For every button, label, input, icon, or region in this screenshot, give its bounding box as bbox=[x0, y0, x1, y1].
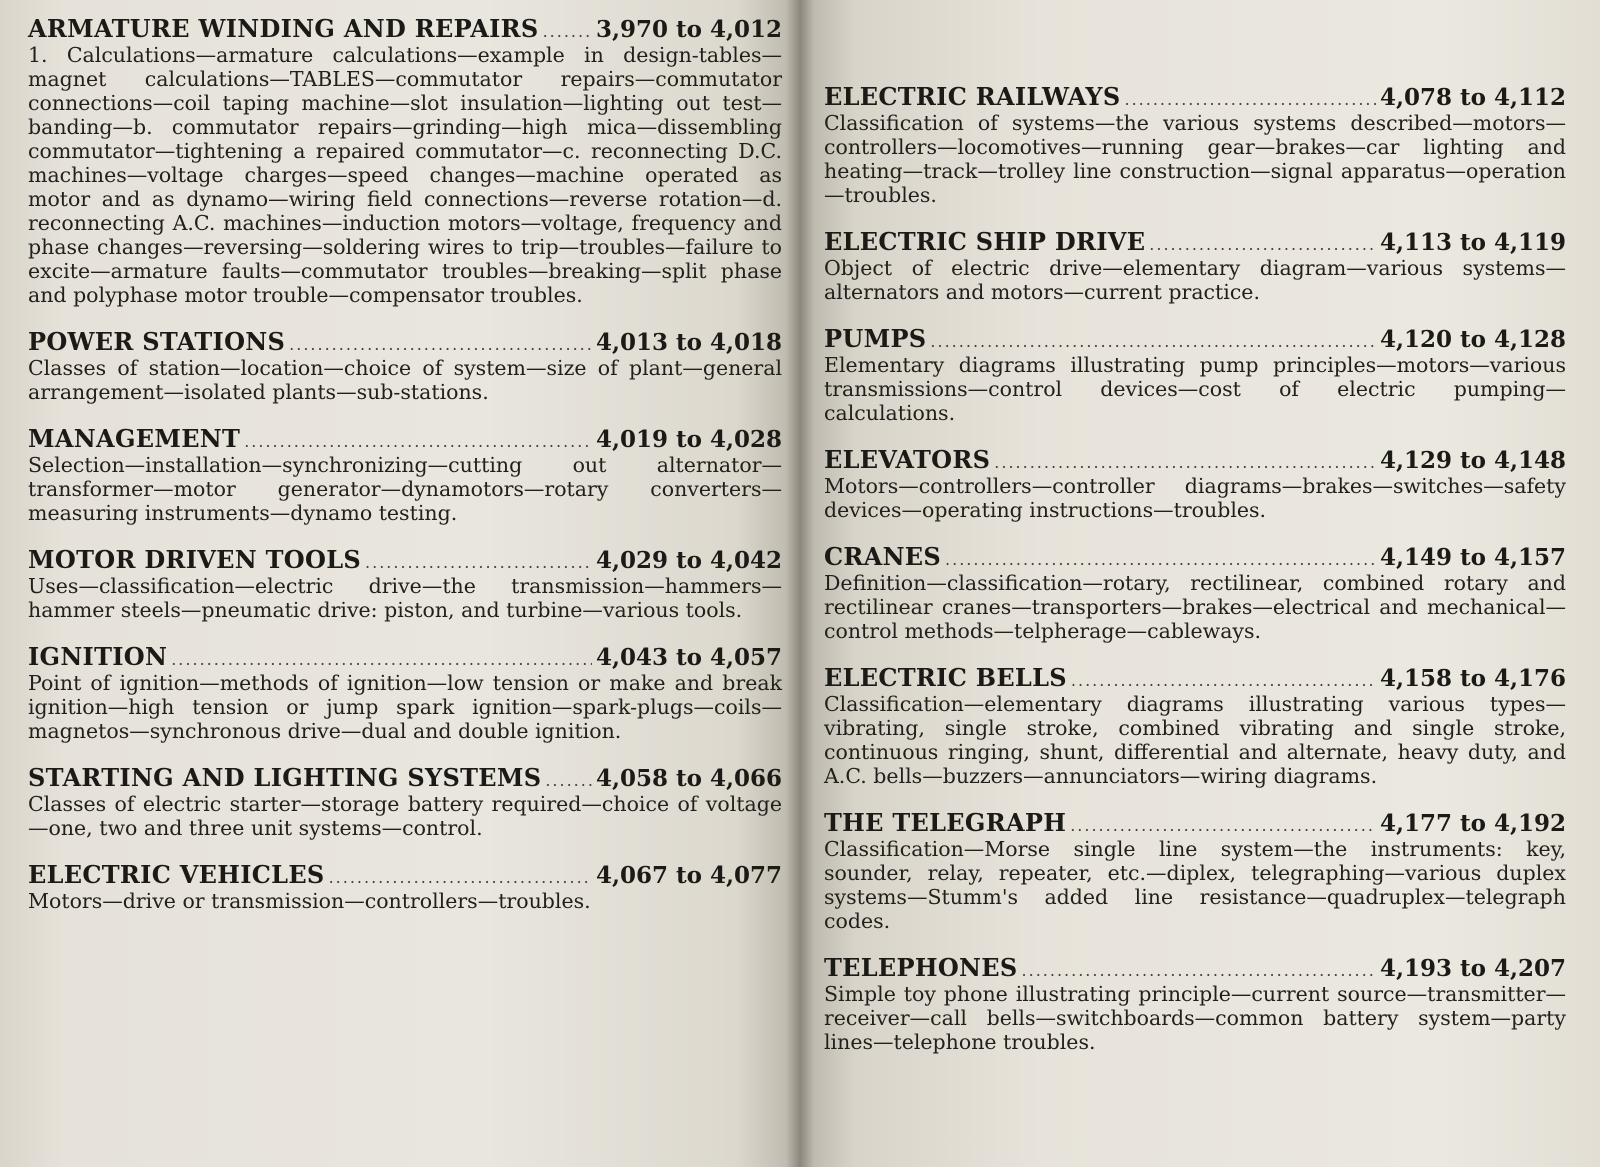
entry-heading-row bbox=[28, 14, 782, 43]
entry-heading: PUMPS bbox=[824, 324, 927, 353]
entry-description: Classes of electric starter—storage battery required—choice of voltage—one, two and three unit systems—control. bbox=[28, 792, 782, 840]
toc-entry-electric-vehicles bbox=[28, 860, 782, 913]
toc-entry-management bbox=[28, 424, 782, 525]
entry-heading: STARTING AND LIGHTING SYSTEMS bbox=[28, 763, 542, 792]
leader-dots bbox=[543, 22, 592, 41]
entry-description: Motors—drive or transmission—controllers—troubles. bbox=[28, 889, 591, 913]
toc-entry-motor-driven-tools bbox=[28, 545, 782, 622]
entry-page-range: 4,113 to 4,119 bbox=[1379, 229, 1566, 256]
leader-dots bbox=[1022, 961, 1376, 980]
leader-dots bbox=[289, 335, 592, 354]
leader-dots bbox=[1125, 90, 1376, 109]
leader-dots bbox=[365, 553, 592, 572]
entry-page-range: 4,029 to 4,042 bbox=[595, 547, 782, 574]
toc-entry-armature-winding bbox=[28, 14, 782, 307]
entry-page-range: 4,120 to 4,128 bbox=[1379, 326, 1566, 353]
entry-page-range: 4,013 to 4,018 bbox=[595, 329, 782, 356]
leader-dots bbox=[1070, 816, 1376, 835]
entry-page-range: 4,193 to 4,207 bbox=[1379, 955, 1566, 982]
entry-heading: ELEVATORS bbox=[824, 445, 991, 474]
entry-heading-row bbox=[824, 324, 1566, 353]
entry-heading-row bbox=[824, 227, 1566, 256]
toc-entry-telephones bbox=[824, 953, 1566, 1054]
entry-heading-row bbox=[28, 642, 782, 671]
entry-heading: CRANES bbox=[824, 542, 942, 571]
entry-description: Object of electric drive—elementary diagram—various systems—alternators and motors—current practice. bbox=[824, 256, 1566, 304]
entry-heading: TELEPHONES bbox=[824, 953, 1018, 982]
entry-description: Classification of systems—the various systems described—motors—controllers—locomotives—running gear—brakes—car lighting and heating—track—trolley line construction—signal apparatus—operation—troubles. bbox=[824, 111, 1566, 207]
leader-dots bbox=[1149, 235, 1376, 254]
entry-heading: MOTOR DRIVEN TOOLS bbox=[28, 545, 362, 574]
leader-dots bbox=[545, 771, 592, 790]
entry-heading-row bbox=[824, 663, 1566, 692]
entry-heading: THE TELEGRAPH bbox=[824, 808, 1067, 837]
entry-description: Definition—classification—rotary, rectilinear, combined rotary and rectilinear cranes—transporters—brakes—electrical and mechanical—control methods—telpherage—cableways. bbox=[824, 571, 1566, 643]
entry-description: Simple toy phone illustrating principle—current source—transmitter—receiver—call bells—switchboards—common battery system—party lines—telephone troubles. bbox=[824, 982, 1566, 1054]
entry-description: Uses—classification—electric drive—the transmission—hammers—hammer steels—pneumatic drive: piston, and turbine—various tools. bbox=[28, 574, 782, 622]
entry-description: Point of ignition—methods of ignition—low tension or make and break ignition—high tension or jump spark ignition—spark-plugs—coils—magnetos—synchronous drive—dual and double ignition. bbox=[28, 671, 782, 743]
toc-entry-electric-railways bbox=[824, 82, 1566, 207]
entry-description: Selection—installation—synchronizing—cutting out alternator—transformer—motor generator—dynamotors—rotary converters—measuring instruments—dynamo testing. bbox=[28, 453, 782, 525]
entry-page-range: 4,078 to 4,112 bbox=[1379, 84, 1566, 111]
entry-heading: ELECTRIC SHIP DRIVE bbox=[824, 227, 1146, 256]
entry-page-range: 4,043 to 4,057 bbox=[595, 644, 782, 671]
entry-heading-row bbox=[28, 860, 782, 889]
entry-page-range: 4,177 to 4,192 bbox=[1379, 810, 1566, 837]
entry-heading: MANAGEMENT bbox=[28, 424, 241, 453]
toc-entry-cranes bbox=[824, 542, 1566, 643]
entry-description: Classes of station—location—choice of system—size of plant—general arrangement—isolated plants—sub-stations. bbox=[28, 356, 782, 404]
right-page bbox=[800, 0, 1600, 1167]
entry-heading-row bbox=[824, 542, 1566, 571]
entry-heading-row bbox=[28, 545, 782, 574]
entry-page-range: 4,067 to 4,077 bbox=[595, 862, 782, 889]
entry-heading-row bbox=[824, 445, 1566, 474]
entry-description: Elementary diagrams illustrating pump principles—motors—various transmissions—control devices—cost of electric pumping—calculations. bbox=[824, 353, 1566, 425]
toc-entry-starting-lighting bbox=[28, 763, 782, 840]
toc-entry-telegraph bbox=[824, 808, 1566, 933]
leader-dots bbox=[171, 650, 592, 669]
leader-dots bbox=[329, 868, 592, 887]
entry-description: Classification—elementary diagrams illustrating various types—vibrating, single stroke, combined vibrating and single stroke, continuous ringing, shunt, differential and alternate, heavy duty, and A.C. bells—buzzers—annunciators—wiring diagrams. bbox=[824, 692, 1566, 788]
leader-dots bbox=[1071, 671, 1376, 690]
entry-page-range: 4,149 to 4,157 bbox=[1379, 544, 1566, 571]
toc-entry-power-stations bbox=[28, 327, 782, 404]
entry-heading: ELECTRIC VEHICLES bbox=[28, 860, 325, 889]
entry-description: Classification—Morse single line system—the instruments: key, sounder, relay, repeater, etc.—diplex, telegraphing—various duplex systems—Stumm's added line resistance—quadruplex—telegraph codes. bbox=[824, 837, 1566, 933]
leader-dots bbox=[930, 332, 1376, 351]
toc-entry-elevators bbox=[824, 445, 1566, 522]
book-gutter bbox=[786, 0, 814, 1167]
entry-heading-row bbox=[28, 327, 782, 356]
entry-heading-row bbox=[28, 763, 782, 792]
entry-heading: POWER STATIONS bbox=[28, 327, 286, 356]
entry-heading-row bbox=[824, 808, 1566, 837]
toc-entry-pumps bbox=[824, 324, 1566, 425]
leader-dots bbox=[244, 432, 592, 451]
entry-description: Motors—controllers—controller diagrams—brakes—switches—safety devices—operating instructions—troubles. bbox=[824, 474, 1566, 522]
entry-heading: ELECTRIC BELLS bbox=[824, 663, 1067, 692]
toc-entry-ignition bbox=[28, 642, 782, 743]
entry-page-range: 3,970 to 4,012 bbox=[595, 16, 782, 43]
entry-heading: IGNITION bbox=[28, 642, 168, 671]
entry-page-range: 4,158 to 4,176 bbox=[1379, 665, 1566, 692]
entry-heading-row bbox=[824, 82, 1566, 111]
toc-entry-electric-bells bbox=[824, 663, 1566, 788]
leader-dots bbox=[994, 453, 1376, 472]
entry-heading: ELECTRIC RAILWAYS bbox=[824, 82, 1121, 111]
entry-heading: ARMATURE WINDING AND REPAIRS bbox=[28, 14, 539, 43]
entry-description: 1. Calculations—armature calculations—example in design-tables—magnet calculations—TABLES—commutator repairs—commutator connections—coil taping machine—slot insulation—lighting out test—banding—b. commutator repairs—grinding—high mica—dissembling commutator—tightening a repaired commutator—c. reconnecting D.C. machines—voltage charges—speed changes—machine operated as motor and as dynamo—wiring field connections—reverse rotation—d. reconnecting A.C. machines—induction motors—voltage, frequency and phase changes—reversing—soldering wires to trip—troubles—failure to excite—armature faults—commutator troubles—breaking—split phase and polyphase motor trouble—compensator troubles. bbox=[28, 43, 782, 307]
leader-dots bbox=[945, 550, 1376, 569]
entry-page-range: 4,129 to 4,148 bbox=[1379, 447, 1566, 474]
toc-entry-electric-ship-drive bbox=[824, 227, 1566, 304]
entry-page-range: 4,019 to 4,028 bbox=[595, 426, 782, 453]
entry-heading-row bbox=[824, 953, 1566, 982]
entry-page-range: 4,058 to 4,066 bbox=[595, 765, 782, 792]
entry-heading-row bbox=[28, 424, 782, 453]
